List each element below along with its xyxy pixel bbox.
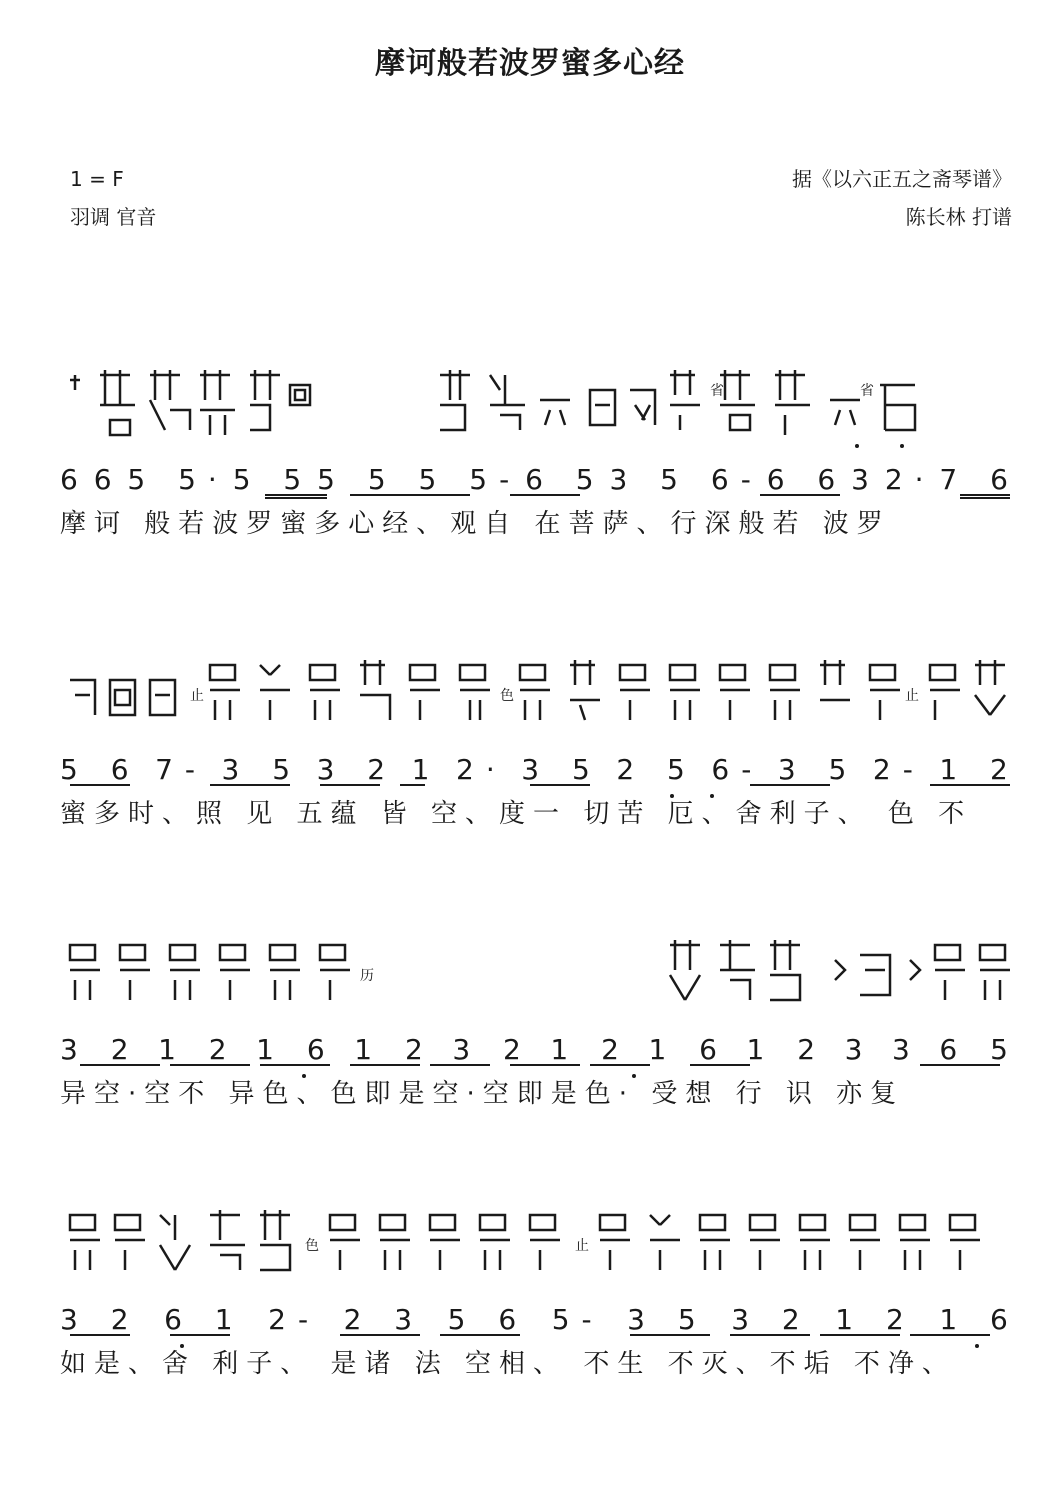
beam — [590, 1064, 650, 1066]
note-group: 2 3 — [343, 1303, 425, 1336]
beam — [80, 1064, 160, 1066]
octave-dot-low — [670, 794, 674, 798]
note-group: 5 5 5 5- — [317, 463, 522, 496]
note-group: 6 — [93, 463, 124, 496]
note-group: 6 — [60, 463, 90, 496]
beam — [730, 1334, 810, 1336]
beam — [430, 1064, 490, 1066]
note-group: 6 6 — [766, 463, 848, 496]
guqin-tablature-glyphs — [60, 1200, 1020, 1280]
beam — [930, 784, 1010, 786]
tablature-row — [60, 1200, 1020, 1280]
svg-text:省: 省 — [710, 383, 724, 399]
svg-text:历: 历 — [360, 968, 374, 984]
beam — [750, 784, 830, 786]
beam — [910, 1334, 990, 1336]
beam — [510, 494, 580, 496]
beam — [170, 1064, 250, 1066]
guqin-tablature-glyphs — [60, 930, 1020, 1010]
note-group: 3 5 — [627, 1303, 708, 1336]
tablature-row — [60, 360, 1020, 440]
beam — [630, 1334, 710, 1336]
note-group: 5- — [551, 1303, 604, 1336]
note-group: 3 — [844, 1033, 875, 1066]
beam — [960, 494, 1010, 499]
beam — [70, 784, 130, 786]
note-group: 5 5 — [232, 463, 314, 496]
note-group: 1 6 — [648, 1033, 729, 1066]
note-group: 1 2 — [939, 753, 1020, 786]
lyrics-row: 如是、舍 利子、 是诸 法 空相、 不生 不灭、不垢 不净、 — [60, 1348, 956, 1379]
beam — [260, 1064, 330, 1066]
beam — [510, 1064, 580, 1066]
page-title: 摩诃般若波罗蜜多心经 — [375, 46, 685, 81]
guqin-tablature-glyphs — [60, 360, 1020, 440]
tablature-row — [60, 650, 1020, 730]
numbered-notation-row — [60, 1280, 1020, 1336]
note-group: 7- — [155, 753, 207, 786]
note-group: 3 2 — [731, 1303, 812, 1336]
note-group: 5 5· — [127, 463, 229, 496]
note-group: 2· — [884, 463, 936, 496]
note-group: 3 2 — [60, 1033, 141, 1066]
octave-dot-low — [180, 1344, 184, 1348]
score-system-2 — [60, 650, 1020, 836]
note-group: 3 5 — [777, 753, 859, 786]
numbered-notation-row — [60, 440, 1020, 496]
note-group: 3 — [851, 463, 881, 496]
beam — [340, 1334, 420, 1336]
note-group: 1 2 — [835, 1303, 916, 1336]
note-group: 3 5 — [521, 753, 602, 786]
note-group: 2 5 — [616, 753, 697, 786]
octave-dot-low — [975, 1344, 979, 1348]
svg-text:止: 止 — [190, 688, 204, 704]
note-group: 1 2 — [354, 1033, 435, 1066]
lyrics-row: 异空·空不 异色、色即是空·空即是色· 受想 行 识 亦复 — [60, 1078, 905, 1109]
score-system-1 — [60, 360, 1020, 546]
beam — [760, 494, 840, 496]
beam — [530, 784, 590, 786]
beam — [440, 1334, 520, 1336]
key-info — [70, 160, 156, 236]
note-group: 6 1 — [164, 1303, 245, 1336]
beam — [350, 494, 470, 496]
note-group: 3 2 — [60, 1303, 141, 1336]
note-group: 3 5 6- — [609, 463, 763, 496]
note-group: 3 2 — [316, 753, 398, 786]
svg-text:省: 省 — [860, 383, 874, 399]
beam — [350, 1064, 420, 1066]
octave-dot-high — [900, 444, 904, 448]
note-group: 2- — [268, 1303, 321, 1336]
numbered-notation-row — [60, 730, 1020, 786]
lyrics-row: 蜜多时、照 见 五蕴 皆 空、度一 切苦 厄、舍利子、 色 不 — [60, 798, 973, 829]
octave-dot-high — [855, 444, 859, 448]
note-group: 7 6 — [939, 463, 1020, 496]
note-group: 6- — [711, 753, 764, 786]
beam — [690, 1064, 750, 1066]
beam — [265, 494, 327, 499]
svg-text:止: 止 — [575, 1238, 589, 1254]
source-info — [792, 160, 1012, 236]
octave-dot-low — [710, 794, 714, 798]
tablature-row — [60, 930, 1020, 1010]
note-group: 1 2 — [746, 1033, 828, 1066]
score-system-4 — [60, 1200, 1020, 1386]
note-group: 6 5 — [525, 463, 606, 496]
svg-text:色: 色 — [305, 1238, 319, 1254]
note-group: 1 6 — [256, 1033, 337, 1066]
guqin-tablature-glyphs — [60, 650, 1020, 730]
svg-text:止: 止 — [905, 688, 919, 704]
numbered-notation-row — [60, 1010, 1020, 1066]
key-signature: 1 = F — [70, 167, 124, 191]
mode-label: 羽调 官音 — [70, 205, 157, 229]
note-group: 5 6 — [60, 753, 141, 786]
source-label: 据《以六正五之斋琴谱》 — [792, 167, 1012, 191]
note-group: 2· — [456, 753, 507, 786]
note-group: 1 6 — [939, 1303, 1020, 1336]
note-group: 3 2 — [452, 1033, 533, 1066]
note-group: 1 — [411, 753, 442, 786]
beam — [210, 784, 290, 786]
beam — [820, 1334, 900, 1336]
note-group: 5 6 — [447, 1303, 529, 1336]
note-group: 1 2 — [158, 1033, 239, 1066]
beam — [320, 784, 380, 786]
beam — [170, 1334, 230, 1336]
lyrics-row: 摩诃 般若波罗蜜多心经、观自 在菩萨、行深般若 波罗 — [60, 508, 891, 539]
note-group: 2- — [872, 753, 925, 786]
note-group: 6 5 — [939, 1033, 1020, 1066]
svg-text:色: 色 — [500, 688, 514, 704]
note-group: 1 2 — [550, 1033, 631, 1066]
octave-dot-low — [302, 1074, 306, 1078]
transcriber-label: 陈长林 打谱 — [905, 205, 1012, 229]
beam — [400, 784, 425, 786]
score-system-3 — [60, 930, 1020, 1116]
note-group: 3 — [892, 1033, 922, 1066]
note-group: 3 5 — [221, 753, 303, 786]
octave-dot-low — [632, 1074, 636, 1078]
beam — [70, 1334, 130, 1336]
beam — [920, 1064, 1000, 1066]
